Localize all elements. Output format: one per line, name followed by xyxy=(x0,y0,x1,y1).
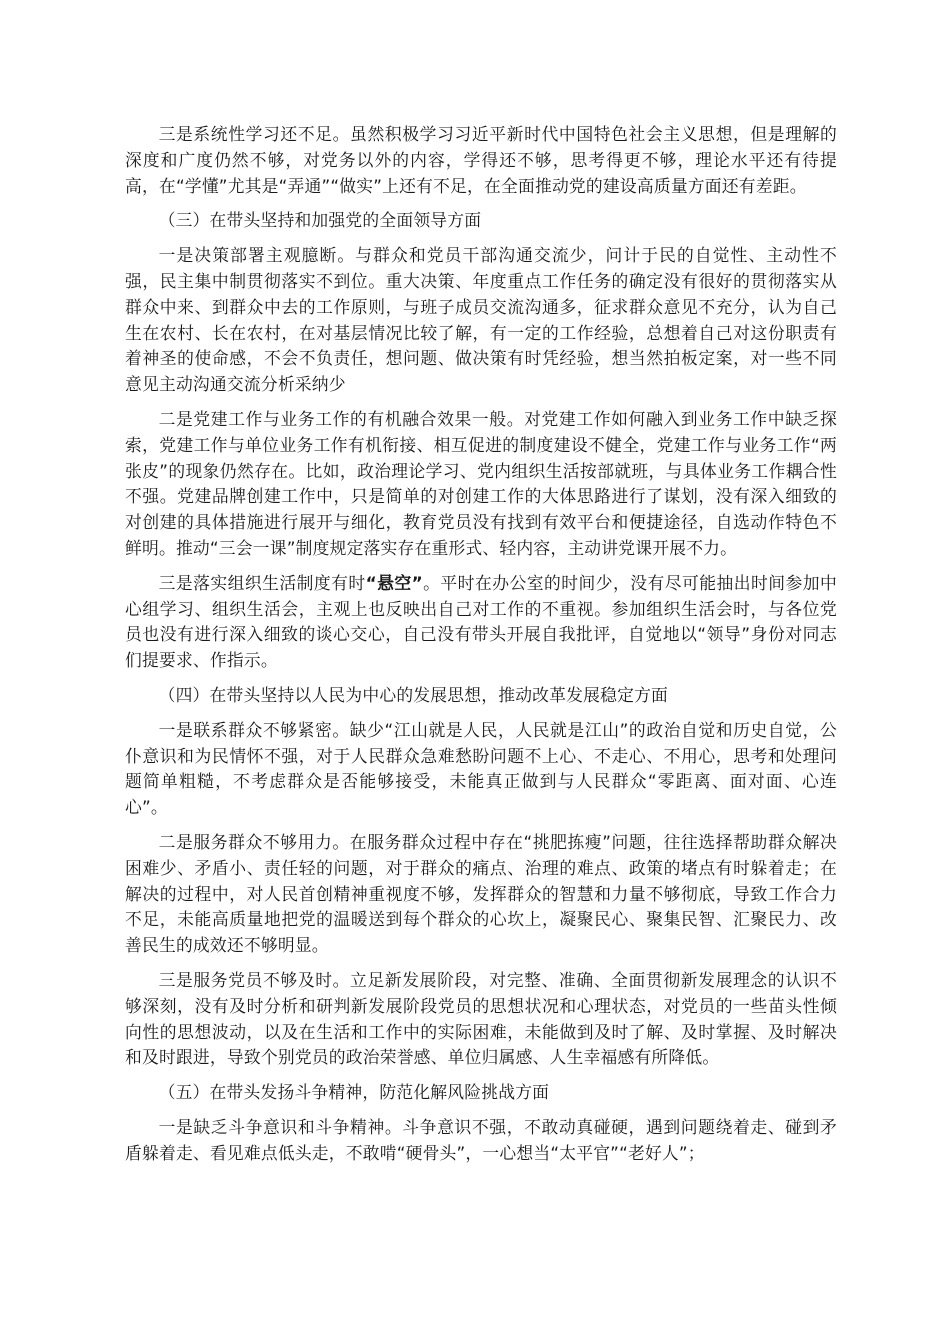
paragraph-struggle-spirit: 一是缺乏斗争意识和斗争精神。斗争意识不强，不敢动真碰硬，遇到问题绕着走、碰到矛盾躲着走、看见难点低头走，不敢啃“硬骨头”，一心想当“太平官”“老好人”； xyxy=(125,1116,837,1163)
section-heading-5: （五）在带头发扬斗争精神，防范化解风险挑战方面 xyxy=(158,1082,550,1103)
section-heading-3: （三）在带头坚持和加强党的全面领导方面 xyxy=(158,210,482,231)
paragraph-systematic-study: 三是系统性学习还不足。虽然积极学习习近平新时代中国特色社会主义思想，但是理解的深度和广度仍然不够，对党务以外的内容，学得还不够，思考得更不够，理论水平还有待提高，在“学懂”尤其是“弄通”“做实”上还有不足，在全面推动党的建设高质量方面还有差距。 xyxy=(125,124,837,196)
paragraph-serve-members: 三是服务党员不够及时。立足新发展阶段，对完整、准确、全面贯彻新发展理念的认识不够深刻，没有及时分析和研判新发展阶段党员的思想状况和心理状态，对党员的一些苗头性倾向性的思想波动，以及在生活和工作中的实际困难，未能做到及时了解、及时掌握、及时解决和及时跟进，导致个别党员的政治荣誉感、单位归属感、人生幸福感有所降低。 xyxy=(125,969,837,1068)
paragraph-contact-masses: 一是联系群众不够紧密。缺少“江山就是人民，人民就是江山”的政治自觉和历史自觉，公仆意识和为民情怀不强，对于人民群众急难愁盼问题不上心、不走心、不用心，思考和处理问题简单粗糙，不考虑群众是否能够接受，未能真正做到与人民群众“零距离、面对面、心连心”。 xyxy=(125,719,837,818)
paragraph-serve-masses: 二是服务群众不够用力。在服务群众过程中存在“挑肥拣瘦”问题，往往选择帮助群众解决困难少、矛盾小、责任轻的问题，对于群众的痛点、治理的难点、政策的堵点有时躲着走；在解决的过程中，对人民首创精神重视度不够，发挥群众的智慧和力量不够彻底，导致工作合力不足，未能高质量地把党的温暖送到每个群众的心坎上，凝聚民心、聚集民智、汇聚民力、改善民生的成效还不够明显。 xyxy=(125,831,837,956)
paragraph-text-before: 三是落实组织生活制度有时 xyxy=(158,572,366,593)
paragraph-decision-making: 一是决策部署主观臆断。与群众和党员干部沟通交流少，问计于民的自觉性、主动性不强，民主集中制贯彻落实不到位。重大决策、年度重点工作任务的确定没有很好的贯彻落实从群众中来、到群众中去的工作原则，与班子成员交流沟通多，征求群众意见不充分，认为自己生在农村、长在农村，在对基层情况比较了解，有一定的工作经验，总想着自己对这份职责有着神圣的使命感，不会不负责任，想问题、做决策有时凭经验，想当然拍板定案，对一些不同意见主动沟通交流分析采纳少 xyxy=(125,245,837,395)
bold-quote-suspended: “悬空” xyxy=(365,572,423,593)
paragraph-text-after: 。平时在办公室的时间少，没有尽可能抽出时间参加中心组学习、组织生活会，主观上也反映出自己对工作的不重视。参加组织生活会时，与各位党员也没有进行深入细致的谈心交心，自己没有带头开展自我批评，自觉地以“领导”身份对同志们提要求、作指示。 xyxy=(125,572,838,671)
section-heading-4: （四）在带头坚持以人民为中心的发展思想，推动改革发展稳定方面 xyxy=(158,684,669,705)
document-page xyxy=(125,122,837,1175)
paragraph-party-building-integration: 二是党建工作与业务工作的有机融合效果一般。对党建工作如何融入到业务工作中缺乏探索，党建工作与单位业务工作有机衔接、相互促进的制度建设不健全，党建工作与业务工作“两张皮”的现象仍然存在。比如，政治理论学习、党内组织生活按部就班，与具体业务工作耦合性不强。党建品牌创建工作中，只是简单的对创建工作的大体思路进行了谋划，没有深入细致的对创建的具体措施进行展开与细化，教育党员没有找到有效平台和便捷途径，自选动作特色不鲜明。推动“三会一课”制度规定落实存在重形式、轻内容，主动讲党课开展不力。 xyxy=(125,408,837,558)
paragraph-organization-life xyxy=(125,571,837,674)
